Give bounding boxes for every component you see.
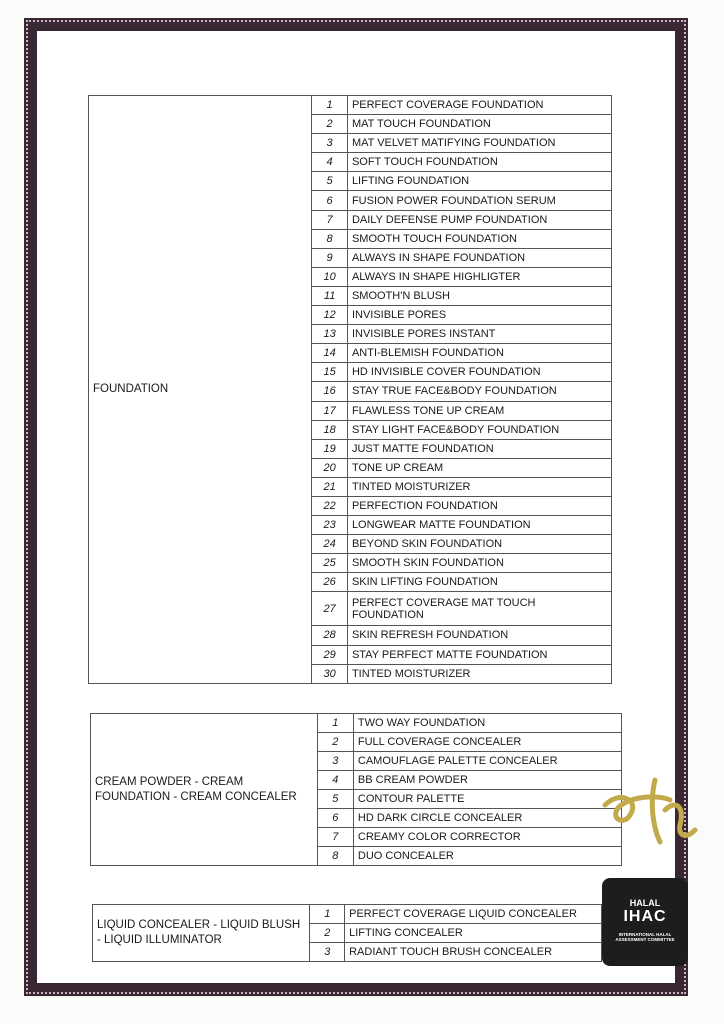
item-number: 16 [312,382,348,401]
table-row [93,905,602,924]
item-name: RADIANT TOUCH BRUSH CONCEALER [345,943,602,962]
item-number: 4 [317,771,353,790]
item-name: STAY LIGHT FACE&BODY FOUNDATION [347,420,611,439]
item-name: HD DARK CIRCLE CONCEALER [353,809,621,828]
item-name: ALWAYS IN SHAPE FOUNDATION [347,248,611,267]
item-number: 9 [312,248,348,267]
item-number: 2 [310,924,345,943]
item-name: SMOOTH SKIN FOUNDATION [347,554,611,573]
item-number: 14 [312,344,348,363]
item-number: 7 [312,210,348,229]
table-row [91,714,622,733]
halal-stamp-logo [602,878,688,966]
item-number: 28 [312,626,348,645]
item-name: MAT VELVET MATIFYING FOUNDATION [347,134,611,153]
item-name: MAT TOUCH FOUNDATION [347,115,611,134]
item-name: FLAWLESS TONE UP CREAM [347,401,611,420]
stamp-mid-text: IHAC [623,908,667,925]
item-number: 30 [312,664,348,683]
item-number: 2 [317,733,353,752]
item-name: STAY PERFECT MATTE FOUNDATION [347,645,611,664]
item-name: PERFECT COVERAGE MAT TOUCH FOUNDATION [347,592,611,626]
item-name: INVISIBLE PORES INSTANT [347,325,611,344]
item-name: LONGWEAR MATTE FOUNDATION [347,516,611,535]
item-name: TWO WAY FOUNDATION [353,714,621,733]
item-number: 12 [312,306,348,325]
item-number: 10 [312,267,348,286]
item-name: SKIN REFRESH FOUNDATION [347,626,611,645]
item-name: ALWAYS IN SHAPE HIGHLIGTER [347,267,611,286]
item-name: SMOOTH TOUCH FOUNDATION [347,229,611,248]
item-number: 1 [312,96,348,115]
category-cell: FOUNDATION [89,96,312,684]
item-number: 1 [310,905,345,924]
item-number: 27 [312,592,348,626]
item-number: 20 [312,458,348,477]
item-number: 6 [312,191,348,210]
item-number: 22 [312,496,348,515]
item-number: 8 [312,229,348,248]
item-number: 3 [310,943,345,962]
item-name: CAMOUFLAGE PALETTE CONCEALER [353,752,621,771]
item-number: 18 [312,420,348,439]
item-number: 26 [312,573,348,592]
item-name: DUO CONCEALER [353,847,621,866]
item-name: TINTED MOISTURIZER [347,664,611,683]
category-cell: LIQUID CONCEALER - LIQUID BLUSH - LIQUID ILLUMINATOR [93,905,310,962]
item-number: 2 [312,115,348,134]
item-number: 8 [317,847,353,866]
item-name: BEYOND SKIN FOUNDATION [347,535,611,554]
item-name: CONTOUR PALETTE [353,790,621,809]
item-number: 6 [317,809,353,828]
item-name: SMOOTH'N BLUSH [347,286,611,305]
item-number: 7 [317,828,353,847]
item-number: 29 [312,645,348,664]
item-number: 3 [317,752,353,771]
item-number: 23 [312,516,348,535]
item-name: BB CREAM POWDER [353,771,621,790]
item-number: 3 [312,134,348,153]
item-name: TONE UP CREAM [347,458,611,477]
item-name: TINTED MOISTURIZER [347,477,611,496]
stamp-bottom-text: INTERNATIONAL HALAL ASSESSMENT COMMITTEE [615,932,675,942]
item-name: LIFTING FOUNDATION [347,172,611,191]
item-number: 1 [317,714,353,733]
category-cell: CREAM POWDER - CREAM FOUNDATION - CREAM CONCEALER [91,714,318,866]
item-name: FUSION POWER FOUNDATION SERUM [347,191,611,210]
item-name: PERFECTION FOUNDATION [347,496,611,515]
item-number: 15 [312,363,348,382]
item-number: 5 [317,790,353,809]
item-name: STAY TRUE FACE&BODY FOUNDATION [347,382,611,401]
item-name: HD INVISIBLE COVER FOUNDATION [347,363,611,382]
item-name: DAILY DEFENSE PUMP FOUNDATION [347,210,611,229]
item-number: 17 [312,401,348,420]
item-name: FULL COVERAGE CONCEALER [353,733,621,752]
product-table-foundation [88,95,612,684]
item-name: JUST MATTE FOUNDATION [347,439,611,458]
item-name: ANTI-BLEMISH FOUNDATION [347,344,611,363]
item-name: SOFT TOUCH FOUNDATION [347,153,611,172]
item-number: 25 [312,554,348,573]
item-number: 24 [312,535,348,554]
item-number: 21 [312,477,348,496]
item-name: SKIN LIFTING FOUNDATION [347,573,611,592]
item-number: 19 [312,439,348,458]
item-name: INVISIBLE PORES [347,306,611,325]
item-number: 13 [312,325,348,344]
item-number: 4 [312,153,348,172]
product-table-cream [90,713,622,866]
item-name: CREAMY COLOR CORRECTOR [353,828,621,847]
product-table-liquid [92,904,602,962]
stamp-top-text: HALAL [629,898,661,908]
item-name: LIFTING CONCEALER [345,924,602,943]
item-number: 5 [312,172,348,191]
item-name: PERFECT COVERAGE LIQUID CONCEALER [345,905,602,924]
item-name: PERFECT COVERAGE FOUNDATION [347,96,611,115]
signature-icon [600,770,710,850]
item-number: 11 [312,286,348,305]
table-row [89,96,612,115]
